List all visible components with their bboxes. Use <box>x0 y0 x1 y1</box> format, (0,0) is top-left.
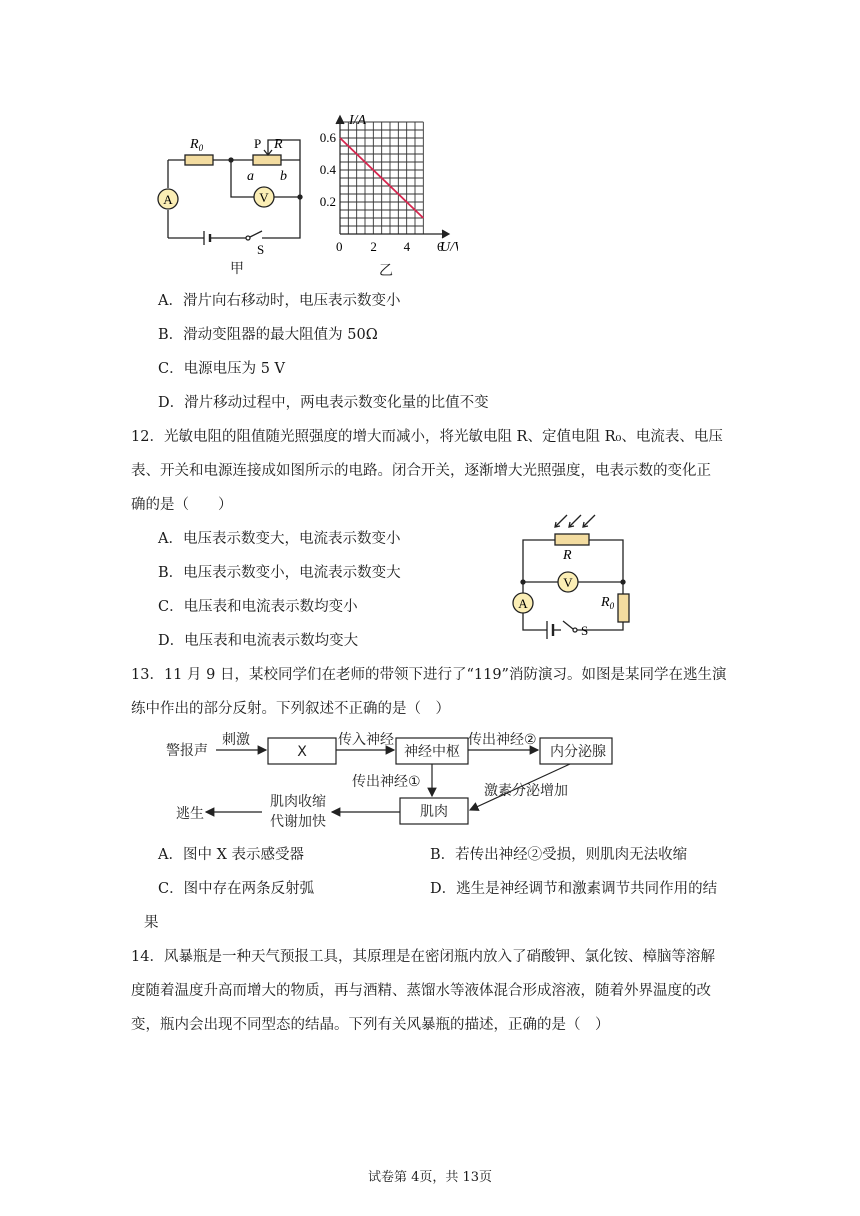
label-S: S <box>257 242 265 257</box>
page-footer: 试卷第 4页，共 13页 <box>367 1170 493 1185</box>
flow-center: 神经中枢 <box>404 744 460 760</box>
q12-stem-line3: 确的是（ ） <box>131 497 233 513</box>
x-tick-label: 4 <box>403 239 411 254</box>
q13-stem-line1: 13．11 月 9 日，某校同学们在老师的带领下进行了“119”消防演习。如图是某同学在逃生演 <box>131 667 727 683</box>
label-a: a <box>247 169 254 184</box>
svg-text:R0: $R_0$ <box>190 137 204 153</box>
q12-stem-line2: 表、开关和电源连接成如图所示的电路。闭合开关，逐渐增大光照强度，电表示数的变化正 <box>131 463 711 479</box>
flow-contract2: 代谢加快 <box>270 814 326 830</box>
q13-flow-diagram <box>150 728 630 832</box>
caption-jia: 甲 <box>230 261 244 277</box>
label-b: b <box>280 169 287 184</box>
q12-label-R: R <box>563 548 572 563</box>
voltmeter-label: V <box>259 190 269 205</box>
graph-ylabel: I/A <box>349 113 367 128</box>
label-P: P <box>254 136 262 151</box>
graph-xlabel: U/ <box>440 240 454 255</box>
q13-option-b: B．若传出神经②受损，则肌肉无法收缩 <box>430 847 688 863</box>
q11-option-a: A．滑片向右移动时，电压表示数变小 <box>158 293 401 309</box>
photoresistor-circuit <box>505 510 645 640</box>
x-tick-label: 6 <box>437 239 444 254</box>
q12-option-b: B．电压表示数变小，电流表示数变大 <box>158 565 401 581</box>
caption-yi: 乙 <box>379 263 393 279</box>
q14-stem-line2: 度随着温度升高而增大的物质，再与酒精、蒸馏水等液体混合形成溶液，随着外界温度的改 <box>131 983 711 999</box>
flow-efferent2: 传出神经② <box>468 732 537 748</box>
flow-afferent: 传入神经 <box>338 732 394 748</box>
q12-voltmeter-label: V <box>563 575 573 590</box>
q11-option-d: D．滑片移动过程中，两电表示数变化量的比值不变 <box>158 395 489 411</box>
flow-contract1: 肌肉收缩 <box>270 794 326 810</box>
flow-efferent1: 传出神经① <box>352 774 421 790</box>
q13-stem-line2: 练中作出的部分反射。下列叙述不正确的是（ ） <box>131 701 450 717</box>
flow-muscle: 肌肉 <box>420 804 448 820</box>
q13-option-a: A．图中 X 表示感受器 <box>158 847 305 863</box>
flow-alarm: 警报声 <box>166 743 208 759</box>
iu-graph <box>308 110 458 260</box>
q12-option-a: A．电压表示数变大，电流表示数变小 <box>158 531 401 547</box>
q11-option-b: B．滑动变阻器的最大阻值为 50Ω <box>158 327 378 343</box>
q14-stem-line3: 变，瓶内会出现不同型态的结晶。下列有关风暴瓶的描述，正确的是（ ） <box>131 1017 610 1033</box>
reflex-flowchart <box>150 728 630 832</box>
flow-hormone: 激素分泌增加 <box>484 783 568 799</box>
q11-graph-yi <box>308 110 458 260</box>
flow-endocrine: 内分泌腺 <box>550 744 606 760</box>
x-tick-label: 2 <box>370 239 377 254</box>
q11-option-c: C．电源电压为 5 V <box>158 361 286 377</box>
q12-option-d: D．电压表和电流表示数均变大 <box>158 633 359 649</box>
ammeter-label: A <box>163 192 173 207</box>
x-tick-label: 0 <box>336 239 343 254</box>
y-tick-label: 0.2 <box>319 194 336 209</box>
q12-option-c: C．电压表和电流表示数均变小 <box>158 599 358 615</box>
q14-stem-line1: 14．风暴瓶是一种天气预报工具，其原理是在密闭瓶内放入了硝酸钾、氯化铵、樟脑等溶解 <box>131 949 715 965</box>
label-R: R <box>274 137 283 152</box>
q12-label-S: S <box>581 623 589 638</box>
y-tick-label: 0.6 <box>319 130 336 145</box>
q12-ammeter-label: A <box>518 596 528 611</box>
q12-circuit <box>505 510 645 640</box>
q12-stem-line1: 12．光敏电阻的阻值随光照强度的增大而减小，将光敏电阻 R、定值电阻 R₀、电流表、电压 <box>131 429 723 445</box>
flow-stimulus: 刺激 <box>222 732 250 748</box>
flow-escape: 逃生 <box>176 806 204 822</box>
q12-label-R0: $R_0$ <box>601 595 615 611</box>
q13-option-d-cont: 果 <box>144 915 159 931</box>
y-tick-label: 0.4 <box>319 162 336 177</box>
q13-option-d: D．逃生是神经调节和激素调节共同作用的结 <box>430 881 718 897</box>
flow-x: X <box>297 744 307 760</box>
q13-option-c: C．图中存在两条反射弧 <box>158 881 315 897</box>
